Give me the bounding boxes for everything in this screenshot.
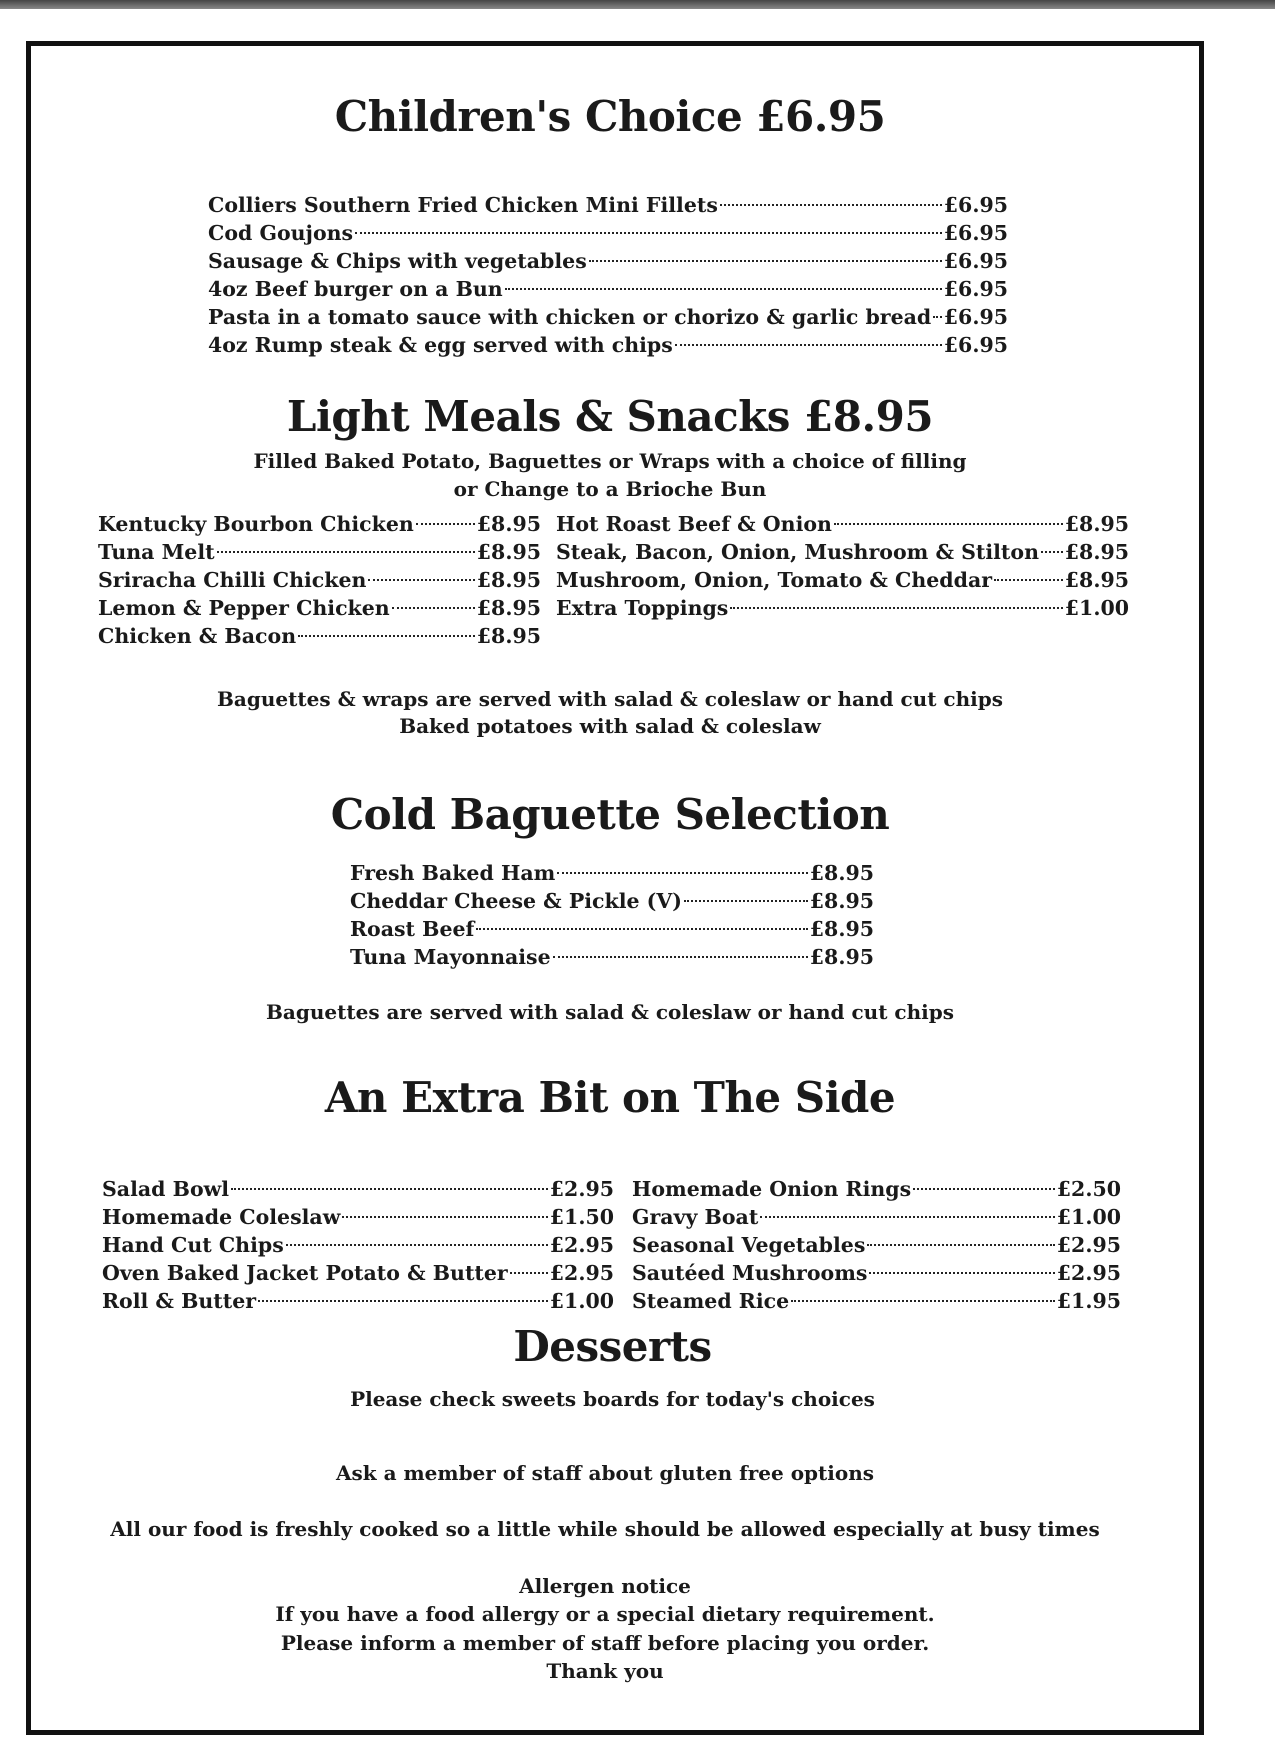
menu-item [350, 887, 874, 915]
menu-item [350, 859, 874, 887]
menu-item [208, 247, 1008, 275]
menu-item-name: Gravy Boat [632, 1205, 759, 1229]
menu-item [632, 1259, 1121, 1287]
menu-item-name: Salad Bowl [102, 1177, 230, 1201]
leader-dots [298, 635, 475, 637]
menu-item-name: 4oz Rump steak & egg served with chips [208, 333, 673, 357]
menu-item [556, 566, 1129, 594]
menu-item-price: £1.00 [1056, 1205, 1121, 1229]
menu-item [556, 510, 1129, 538]
leader-dots [505, 288, 942, 290]
children-menu-list [208, 191, 1008, 359]
leader-dots [368, 579, 474, 581]
leader-dots [933, 316, 942, 318]
menu-item-price: £1.95 [1056, 1289, 1121, 1313]
menu-item [556, 538, 1129, 566]
allergen-title: Allergen notice [519, 1574, 691, 1598]
menu-item-price: £8.95 [476, 568, 541, 592]
leader-dots [557, 872, 808, 874]
cold-baguette-note: Baguettes are served with salad & coleslaw or hand cut chips [266, 1000, 954, 1024]
menu-item [556, 594, 1129, 622]
light-meals-subtitle-2: or Change to a Brioche Bun [453, 477, 767, 501]
menu-item [208, 219, 1008, 247]
sides-right-list [632, 1175, 1121, 1315]
leader-dots [791, 1300, 1055, 1302]
menu-item [98, 566, 541, 594]
menu-item-price: £8.95 [476, 512, 541, 536]
menu-item-price: £1.00 [549, 1289, 614, 1313]
children-items [208, 191, 1008, 359]
menu-item-price: £8.95 [809, 861, 874, 885]
menu-item-name: Cheddar Cheese & Pickle (V) [350, 889, 682, 913]
menu-item [102, 1203, 614, 1231]
menu-item-price: £8.95 [476, 596, 541, 620]
menu-item [98, 510, 541, 538]
leader-dots [217, 551, 475, 553]
thank-you: Thank you [546, 1659, 664, 1683]
menu-item-price: £6.95 [943, 333, 1008, 357]
menu-item-price: £6.95 [943, 193, 1008, 217]
menu-item [350, 943, 874, 971]
menu-item-price: £6.95 [943, 221, 1008, 245]
menu-item [102, 1175, 614, 1203]
menu-item-name: Seasonal Vegetables [632, 1233, 866, 1257]
menu-item-name: Oven Baked Jacket Potato & Butter [102, 1261, 508, 1285]
menu-item-price: £8.95 [809, 917, 874, 941]
menu-item-price: £8.95 [1064, 540, 1129, 564]
menu-item-name: Roll & Butter [102, 1289, 257, 1313]
menu-item [208, 275, 1008, 303]
sides-title: An Extra Bit on The Side [324, 1073, 896, 1122]
menu-item-name: Homemade Coleslaw [102, 1205, 341, 1229]
menu-item-price: £8.95 [476, 624, 541, 648]
menu-item-price: £2.50 [1056, 1177, 1121, 1201]
menu-item-name: Sautéed Mushrooms [632, 1261, 868, 1285]
menu-item [632, 1203, 1121, 1231]
menu-item-name: Chicken & Bacon [98, 624, 297, 648]
menu-item-name: Extra Toppings [556, 596, 729, 620]
menu-item-price: £6.95 [943, 305, 1008, 329]
menu-item-price: £6.95 [943, 249, 1008, 273]
menu-item [208, 303, 1008, 331]
menu-item [208, 191, 1008, 219]
leader-dots [258, 1300, 548, 1302]
leader-dots [867, 1244, 1054, 1246]
freshly-cooked-note: All our food is freshly cooked so a little while should be allowed especially at busy times [110, 1517, 1100, 1541]
leader-dots [1041, 551, 1063, 553]
menu-item-name: Roast Beef [350, 917, 475, 941]
menu-item-name: Steamed Rice [632, 1289, 790, 1313]
menu-item-price: £6.95 [943, 277, 1008, 301]
leader-dots [476, 928, 807, 930]
menu-item [632, 1287, 1121, 1315]
menu-item-price: £1.00 [1064, 596, 1129, 620]
light-meals-note-2: Baked potatoes with salad & coleslaw [399, 714, 821, 738]
menu-item-price: £1.50 [549, 1205, 614, 1229]
menu-item-price: £2.95 [1056, 1261, 1121, 1285]
menu-item-name: Hot Roast Beef & Onion [556, 512, 832, 536]
menu-item-price: £2.95 [549, 1177, 614, 1201]
leader-dots [231, 1188, 548, 1190]
leader-dots [913, 1188, 1055, 1190]
leader-dots [730, 607, 1062, 609]
cold-baguette-list [350, 859, 874, 971]
menu-item [98, 538, 541, 566]
leader-dots [342, 1216, 547, 1218]
menu-item-price: £8.95 [809, 945, 874, 969]
menu-item [350, 915, 874, 943]
menu-item-price: £2.95 [1056, 1233, 1121, 1257]
light-meals-left-list [98, 510, 541, 650]
cold-baguette-title: Cold Baguette Selection [330, 790, 890, 839]
menu-item [102, 1287, 614, 1315]
allergen-line-2: Please inform a member of staff before placing you order. [280, 1631, 930, 1655]
menu-item-name: Cod Goujons [208, 221, 354, 245]
menu-item-name: Sriracha Chilli Chicken [98, 568, 367, 592]
sides-left-list [102, 1175, 614, 1315]
leader-dots [392, 607, 475, 609]
light-meals-subtitle-1: Filled Baked Potato, Baguettes or Wraps with a choice of filling [253, 449, 967, 473]
menu-item-price: £2.95 [549, 1261, 614, 1285]
menu-item-name: Fresh Baked Ham [350, 861, 556, 885]
leader-dots [510, 1272, 548, 1274]
leader-dots [684, 900, 808, 902]
leader-dots [760, 1216, 1054, 1218]
menu-item-name: Homemade Onion Rings [632, 1177, 912, 1201]
gluten-free-note: Ask a member of staff about gluten free options [336, 1461, 874, 1485]
menu-item-name: Pasta in a tomato sauce with chicken or chorizo & garlic bread [208, 305, 932, 329]
menu-item-name: 4oz Beef burger on a Bun [208, 277, 503, 301]
leader-dots [286, 1244, 548, 1246]
menu-item [102, 1231, 614, 1259]
leader-dots [720, 204, 942, 206]
leader-dots [589, 260, 942, 262]
leader-dots [675, 344, 942, 346]
leader-dots [869, 1272, 1054, 1274]
menu-item-price: £8.95 [1064, 512, 1129, 536]
leader-dots [994, 579, 1063, 581]
desserts-note: Please check sweets boards for today's choices [350, 1387, 875, 1411]
menu-item-name: Steak, Bacon, Onion, Mushroom & Stilton [556, 540, 1039, 564]
leader-dots [416, 523, 475, 525]
menu-item-price: £8.95 [809, 889, 874, 913]
children-choice-title: Children's Choice £6.95 [334, 92, 886, 141]
allergen-line-1: If you have a food allergy or a special dietary requirement. [275, 1602, 935, 1626]
menu-item-name: Kentucky Bourbon Chicken [98, 512, 414, 536]
light-meals-title: Light Meals & Snacks £8.95 [286, 392, 934, 441]
menu-item-name: Sausage & Chips with vegetables [208, 249, 587, 273]
menu-item-name: Tuna Mayonnaise [350, 945, 551, 969]
menu-item-name: Tuna Melt [98, 540, 215, 564]
menu-item-price: £2.95 [549, 1233, 614, 1257]
menu-item-name: Lemon & Pepper Chicken [98, 596, 390, 620]
menu-item [98, 622, 541, 650]
menu-item-name: Colliers Southern Fried Chicken Mini Fillets [208, 193, 718, 217]
menu-item-price: £8.95 [476, 540, 541, 564]
desserts-title: Desserts [513, 1322, 712, 1371]
leader-dots [355, 232, 942, 234]
menu-item [632, 1175, 1121, 1203]
top-edge-line [0, 0, 1275, 9]
menu-item [102, 1259, 614, 1287]
leader-dots [553, 956, 808, 958]
menu-item [208, 331, 1008, 359]
menu-item-name: Mushroom, Onion, Tomato & Cheddar [556, 568, 993, 592]
leader-dots [834, 523, 1063, 525]
light-meals-right-list [556, 510, 1129, 622]
menu-item-price: £8.95 [1064, 568, 1129, 592]
menu-item-name: Hand Cut Chips [102, 1233, 284, 1257]
menu-item [632, 1231, 1121, 1259]
menu-item [98, 594, 541, 622]
light-meals-note-1: Baguettes & wraps are served with salad & coleslaw or hand cut chips [217, 687, 1003, 711]
